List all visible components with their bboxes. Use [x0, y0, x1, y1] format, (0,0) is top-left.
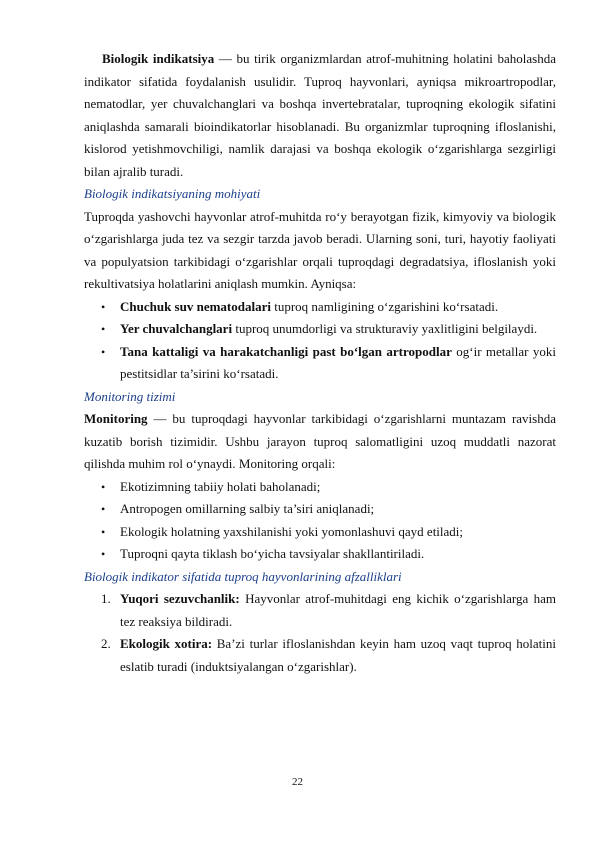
- numbered-item: [84, 588, 556, 633]
- list-item: [84, 521, 556, 544]
- section1-bullet-list: [84, 296, 556, 386]
- item-text: Hayvonlar atrof-muhitdagi eng kichik o‘zgarishlarga ham tez reaksiya bildiradi.: [120, 591, 556, 629]
- list-item: [84, 543, 556, 566]
- section-heading-afzalliklari: Biologik indikator sifatida tuproq hayvonlarining afzalliklari: [84, 568, 402, 584]
- intro-paragraph: [84, 48, 556, 183]
- section2-bullet-list: [84, 476, 556, 566]
- list-item: [84, 341, 556, 386]
- section3-numbered-list: [84, 588, 556, 678]
- list-item-term: Yer chuvalchanglari: [120, 321, 233, 336]
- list-item: [84, 318, 556, 341]
- bullet-icon: •: [101, 502, 106, 516]
- list-item-text: Tuproqni qayta tiklash bo‘yicha tavsiyalar shakllantiriladi.: [120, 546, 425, 561]
- bullet-icon: •: [101, 547, 106, 561]
- section2-paragraph: [84, 408, 556, 476]
- document-page: [84, 48, 556, 678]
- item-term: Yuqori sezuvchanlik:: [120, 591, 240, 606]
- section-heading-monitoring: Monitoring tizimi: [84, 388, 176, 404]
- section-heading-mohiyati: Biologik indikatsiyaning mohiyati: [84, 186, 261, 201]
- list-item: [84, 296, 556, 319]
- intro-text: — bu tirik organizmlardan atrof-muhitning holatini baholashda indikator sifatida foydalanish usulidir. Tuproq hayvonlari, ayniqsa mikroartropodlar, nematodlar, yer chuvalchanglari va boshqa invertebratalar, tuproqning ekologik sifatini aniqlashda samarali bioindikatorlar hisoblanadi. Bu organizmlar tuproqning ifloslanishi, kislorod yetishmovchiligi, namlik darajasi va boshqa ekologik o‘zgarishlarga sezgirligi bilan ajralib turadi.: [84, 51, 556, 179]
- list-item-text: tuproq namligining o‘zgarishini ko‘rsatadi.: [270, 298, 499, 314]
- monitoring-term: Monitoring: [84, 411, 148, 426]
- list-item-text: Antropogen omillarning salbiy ta’siri aniqlanadi;: [120, 501, 375, 516]
- bullet-icon: •: [101, 322, 106, 336]
- page-number: 22: [292, 776, 303, 788]
- bullet-icon: •: [101, 344, 106, 359]
- intro-term: Biologik indikatsiya: [102, 51, 215, 66]
- bullet-icon: •: [101, 479, 106, 494]
- list-item: [84, 498, 556, 521]
- item-number: 2.: [101, 636, 111, 651]
- list-item-term: Tana kattaligi va harakatchanligi past bo‘lgan artropodlar: [120, 343, 452, 359]
- section2-text: — bu tuproqdagi hayvonlar tarkibidagi o‘zgarishlarni muntazam ravishda kuzatib borish tizimidir. Ushbu jarayon tuproq salomatligini uzoq muddatli nazorat qilishda muhim rol o‘ynaydi. Monitoring orqali:: [84, 411, 556, 471]
- item-number: 1.: [101, 591, 111, 606]
- list-item-text: og‘ir metallar yoki pestitsidlar ta’sirini ko‘rsatadi.: [120, 343, 556, 381]
- section1-paragraph: Tuproqda yashovchi hayvonlar atrof-muhitda ro‘y berayotgan fizik, kimyoviy va biologik o‘zgarishlarga juda tez va sezgir tarzda javob beradi. Ularning soni, turi, hayotiy faoliyati va populyatsion tarkibidagi o‘zgarishlar orqali tuproqdagi degradatsiya, ifloslanish yoki rekultivatsiya holatlarini aniqlash mumkin. Ayniqsa:: [84, 208, 556, 291]
- list-item-text: Ekotizimning tabiiy holati baholanadi;: [120, 478, 321, 494]
- bullet-icon: •: [101, 299, 106, 314]
- bullet-icon: •: [101, 524, 106, 539]
- list-item-text: tuproq unumdorligi va strukturaviy yaxlitligini belgilaydi.: [232, 321, 538, 336]
- numbered-item: [84, 633, 556, 678]
- item-term: Ekologik xotira:: [120, 636, 213, 651]
- list-item-text: Ekologik holatning yaxshilanishi yoki yomonlashuvi qayd etiladi;: [120, 523, 464, 539]
- list-item: [84, 476, 556, 499]
- list-item-term: Chuchuk suv nematodalari: [120, 298, 271, 314]
- item-text: Ba’zi turlar ifloslanishdan keyin ham uzoq vaqt tuproq holatini eslatib turadi (induktsiyalangan o‘zgarishlar).: [120, 636, 556, 674]
